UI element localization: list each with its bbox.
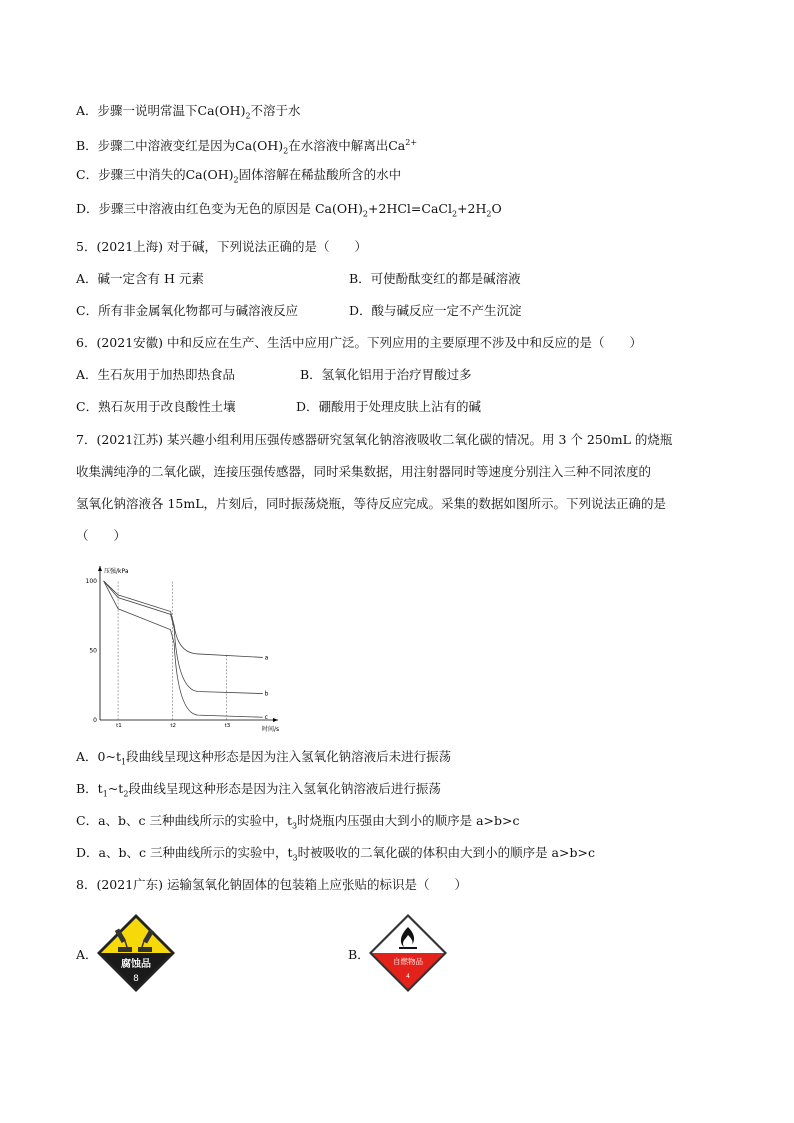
q7-stem-line1: 7．(2021江苏) 某兴趣小组利用压强传感器研究氢氧化钠溶液吸收二氧化碳的情况。用 3 个 250mL 的烧瓶	[76, 432, 673, 447]
q7-stem-line3: 氢氧化钠溶液各 15mL，片刻后，同时振荡烧瓶，等待反应完成。采集的数据如图所示。下列说法正确的是	[76, 496, 667, 511]
y-axis-arrow	[98, 566, 102, 571]
q7-stem-line2: 收集满纯净的二氧化碳，连接压强传感器，同时采集数据，用注射器同时等速度分别注入三种不同浓度的	[76, 464, 652, 479]
x-axis-arrow	[273, 718, 278, 722]
q7-option-b: B．$t_1\sim t_2$段曲线呈现这种形态是因为注入氢氧化钠溶液后进行振荡	[76, 781, 441, 799]
x-tick-label: t2	[170, 723, 176, 729]
q5-stem: 5．(2021上海) 对于碱，下列说法正确的是（ ）	[76, 239, 367, 254]
q7-option-d: D．a、b、c 三种曲线所示的实验中，$t_3$时被吸收的二氧化碳的体积由大到小的顺序是 a>b>c	[76, 845, 595, 863]
q6-option-a: A．生石灰用于加热即热食品	[76, 367, 236, 382]
series-label-b: b	[264, 690, 269, 698]
pressure-chart	[70, 555, 285, 740]
q6-option-d: D．硼酸用于处理皮肤上沾有的碱	[296, 399, 482, 414]
combustible-sign-number: 4	[406, 973, 410, 980]
q4-option-b: B．步骤二中溶液变红是因为$Ca(OH)_2$在水溶液中解离出$Ca^{2+}$	[76, 138, 418, 156]
x-axis-label: 时间/s	[262, 726, 280, 733]
q7-stem-line4: （ ）	[76, 528, 127, 543]
q8-option-b-label: B．	[348, 947, 370, 962]
y-axis-label: 压强/kPa	[104, 568, 129, 575]
q8-stem: 8．(2021广东) 运输氢氧化钠固体的包装箱上应张贴的标识是（ ）	[76, 877, 467, 892]
q7-option-c: C．a、b、c 三种曲线所示的实验中，$t_3$时烧瓶内压强由大到小的顺序是 a>b>c	[76, 813, 520, 831]
q6-stem: 6．(2021安徽) 中和反应在生产、生活中应用广泛。下列应用的主要原理不涉及中和反应的是（ ）	[76, 335, 642, 350]
series-line-c	[104, 581, 263, 717]
corrosive-sign-icon	[96, 913, 176, 993]
q5-option-d: D．酸与碱反应一定不产生沉淀	[349, 303, 522, 318]
corrosive-sign-text: 腐蚀品	[121, 959, 151, 970]
q6-option-c: C．熟石灰用于改良酸性土壤	[76, 399, 236, 414]
series-label-c: c	[264, 714, 268, 722]
x-tick-label: t1	[116, 723, 122, 729]
q5-option-c: C．所有非金属氧化物都可与碱溶液反应	[76, 303, 299, 318]
series-label-a: a	[264, 654, 269, 662]
q4-option-c: C．步骤三中消失的$Ca(OH)_2$固体溶解在稀盐酸所含的水中	[76, 167, 402, 185]
corrosive-sign-number: 8	[133, 974, 139, 984]
combustible-sign-text: 自燃物品	[393, 957, 423, 966]
q4-option-d: D．步骤三中溶液由红色变为无色的原因是 $Ca(OH)_2+2HCl=CaCl_2+2H_2O$	[76, 201, 502, 219]
q5-option-a: A．碱一定含有 H 元素	[76, 271, 204, 286]
y-tick-label: 50	[89, 647, 97, 655]
y-tick-label: 0	[93, 717, 97, 724]
y-tick-label: 100	[85, 577, 97, 585]
series-line-a	[104, 581, 263, 657]
q7-option-a: A．$0\sim t_1$段曲线呈现这种形态是因为注入氢氧化钠溶液后未进行振荡	[76, 749, 452, 767]
combustible-sign-icon	[368, 913, 448, 993]
x-tick-label: t3	[224, 723, 231, 729]
q4-option-a: A．步骤一说明常温下$Ca(OH)_2$不溶于水	[76, 103, 301, 121]
q8-option-a-label: A．	[76, 947, 98, 962]
q6-option-b: B．氢氧化铝用于治疗胃酸过多	[300, 367, 472, 382]
q5-option-b: B．可使酚酞变红的都是碱溶液	[349, 271, 521, 286]
